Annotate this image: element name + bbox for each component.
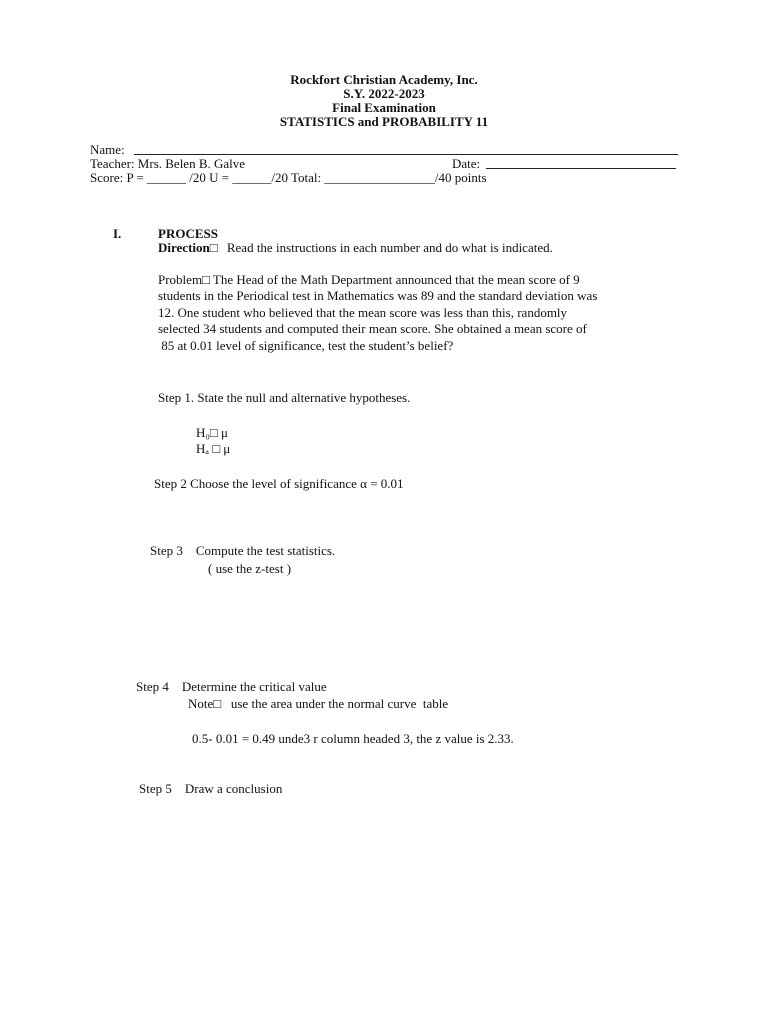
step-3: Step 3 Compute the test statistics. bbox=[150, 543, 336, 558]
exam-title: Final Examination bbox=[332, 100, 436, 115]
direction-line bbox=[158, 240, 553, 255]
problem-line-5: 85 at 0.01 level of significance, test the student’s belief? bbox=[158, 338, 454, 353]
teacher-label: Teacher: Mrs. Belen B. Galve bbox=[90, 156, 246, 171]
step-5: Step 5 Draw a conclusion bbox=[139, 781, 283, 796]
name-field-line[interactable] bbox=[134, 154, 678, 155]
problem-line-1: Problem□ The Head of the Math Department announced that the mean score of 9 bbox=[158, 272, 580, 287]
problem-line-4: selected 34 students and computed their mean score. She obtained a mean score of bbox=[158, 321, 587, 336]
problem-line-3: 12. One student who believed that the mean score was less than this, randomly bbox=[158, 305, 568, 320]
problem-line-2: students in the Periodical test in Mathematics was 89 and the standard deviation was bbox=[158, 288, 598, 303]
step-3-note: ( use the z-test ) bbox=[208, 561, 292, 576]
subject-title: STATISTICS and PROBABILITY 11 bbox=[279, 114, 489, 129]
date-label: Date: bbox=[452, 156, 481, 171]
step-4: Step 4 Determine the critical value bbox=[136, 679, 327, 694]
date-field-line[interactable] bbox=[486, 168, 676, 169]
step-1: Step 1. State the null and alternative hypotheses. bbox=[158, 390, 411, 405]
score-line: Score: P = ______ /20 U = ______/20 Total: _________________/40 points bbox=[90, 170, 487, 185]
section-title: PROCESS bbox=[158, 226, 218, 241]
null-hypothesis: H₀□ μ bbox=[196, 425, 228, 440]
name-label: Name: bbox=[90, 142, 125, 157]
school-year: S.Y. 2022-2023 bbox=[343, 86, 425, 101]
school-name: Rockfort Christian Academy, Inc. bbox=[290, 72, 478, 87]
section-numeral: I. bbox=[113, 226, 122, 241]
step-4-note: Note□ use the area under the normal curve table bbox=[188, 696, 449, 711]
direction-label: Direction□ bbox=[158, 240, 218, 255]
direction-text: Read the instructions in each number and do what is indicated. bbox=[226, 240, 553, 255]
alt-hypothesis: Hₐ □ μ bbox=[196, 441, 231, 456]
step-4-calculation: 0.5- 0.01 = 0.49 unde3 r column headed 3, the z value is 2.33. bbox=[192, 731, 514, 746]
step-2: Step 2 Choose the level of significance α = 0.01 bbox=[154, 476, 404, 491]
